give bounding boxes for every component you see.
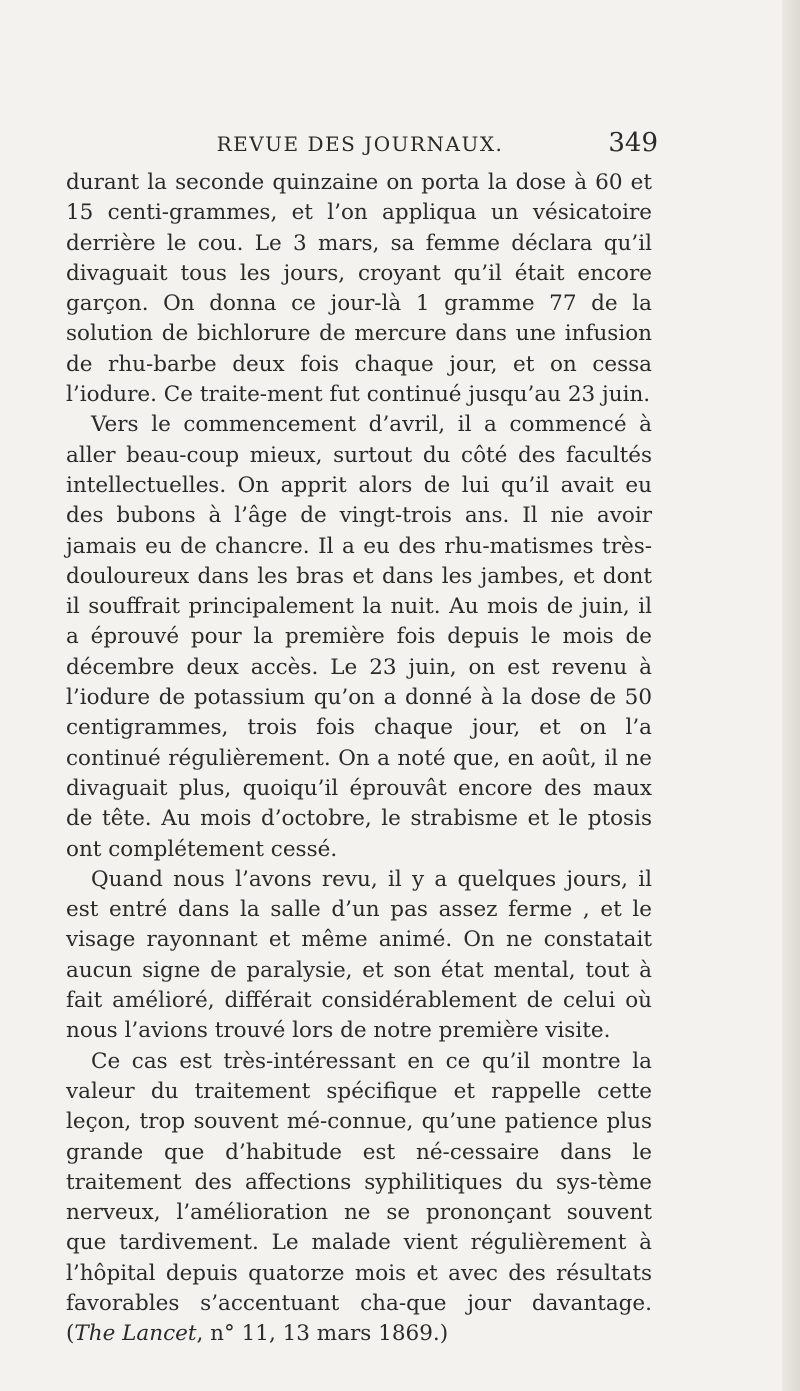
page-header xyxy=(66,128,658,162)
page-edge xyxy=(782,0,800,1391)
paragraph-1: durant la seconde quinzaine on porta la dose à 60 et 15 centi-grammes, et l’on appliqua un vésicatoire derrière le cou. Le 3 mars, sa femme déclara qu’il divaguait tous les jours, croyant qu’il était encore garçon. On donna ce jour-là 1 gramme 77 de la solution de bichlorure de mercure dans une infusion de rhu-barbe deux fois chaque jour, et on cessa l’iodure. Ce traite-ment fut continué jusqu’au 23 juin. xyxy=(66,170,652,408)
body-text xyxy=(66,168,652,1350)
source-title: The Lancet xyxy=(74,1321,197,1347)
paragraph-4 xyxy=(66,1047,652,1350)
page-number: 349 xyxy=(608,128,658,158)
paragraph-2: Vers le commencement d’avril, il a commencé à aller beau-coup mieux, surtout du côté des facultés intellectuelles. On apprit alors de lui qu’il avait eu des bubons à l’âge de vingt-trois ans. Il nie avoir jamais eu de chancre. Il a eu des rhu-matismes très-douloureux dans les bras et dans les jambes, et dont il souffrait principalement la nuit. Au mois de juin, il a éprouvé pour la première fois depuis le mois de décembre deux accès. Le 23 juin, on est revenu à l’iodure de potassium qu’on a donné à la dose de 50 centigrammes, trois fois chaque jour, et on l’a continué régulièrement. On a noté que, en août, il ne divaguait plus, quoiqu’il éprouvât encore des maux de tête. Au mois d’octobre, le strabisme et le ptosis ont complétement cessé. xyxy=(66,412,652,862)
paragraph-3: Quand nous l’avons revu, il y a quelques jours, il est entré dans la salle d’un pas assez ferme , et le visage rayonnant et même animé. On ne constatait aucun signe de paralysie, et son état mental, tout à fait amélioré, différait considérablement de celui où nous l’avions trouvé lors de notre première visite. xyxy=(66,866,652,1044)
paragraph-4-text: Ce cas est très-intéressant en ce qu’il montre la valeur du traitement spécifique et rappelle cette leçon, trop souvent mé-connue, qu’une patience plus grande que d’habitude est né-cessaire dans le traitement des affections syphilitiques du sys-tème nerveux, l’amélioration ne se prononçant souvent que tardivement. Le malade vient régulièrement à l’hôpital depuis quatorze mois et avec des résultats favorables s’accentuant cha-que jour davantage. ( xyxy=(66,1048,652,1347)
source-citation: , n° 11, 13 mars 1869.) xyxy=(196,1321,449,1347)
running-title: REVUE DES JOURNAUX. xyxy=(216,132,504,156)
